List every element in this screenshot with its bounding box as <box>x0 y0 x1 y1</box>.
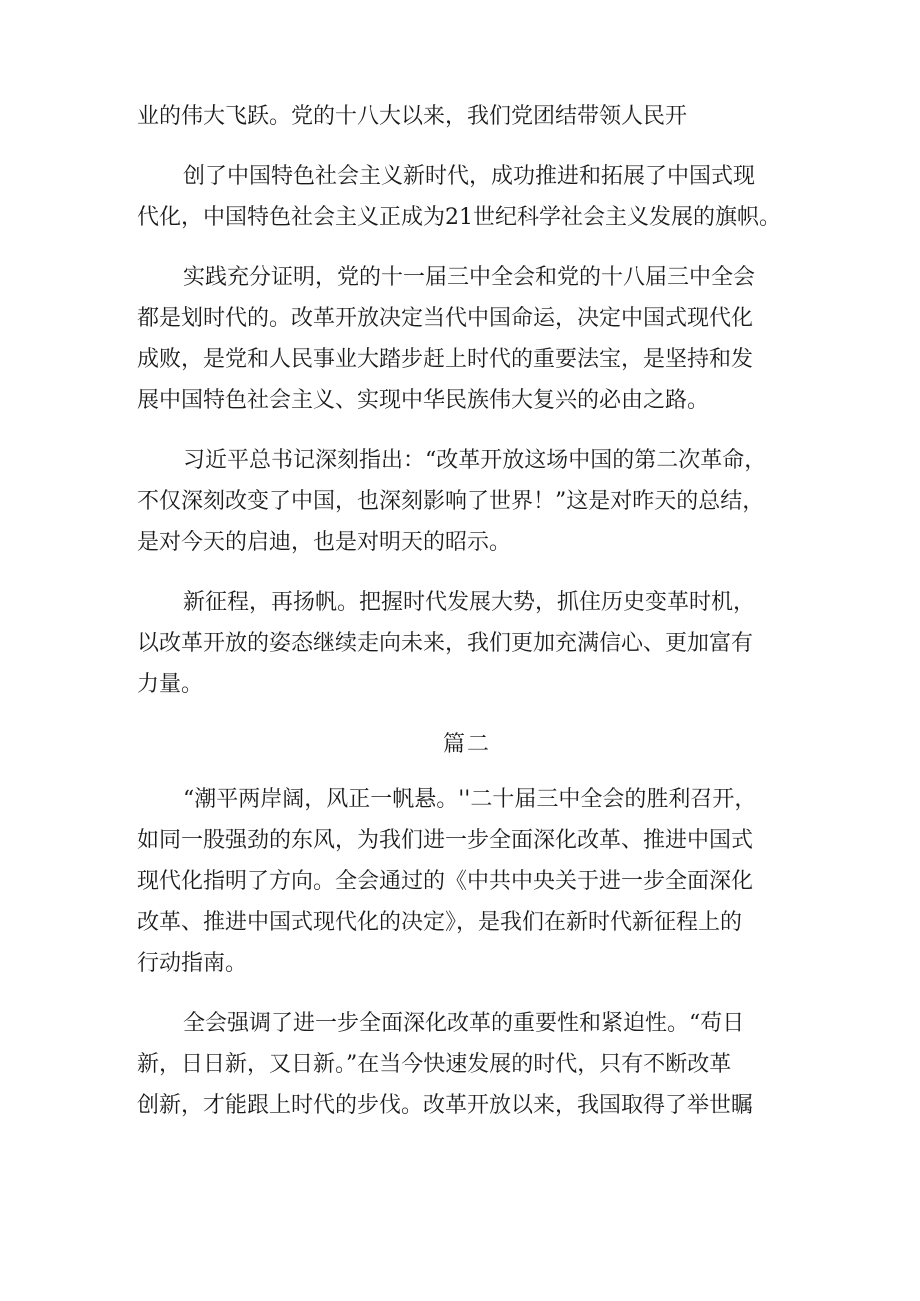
document-body-part-2 <box>137 779 797 1126</box>
paragraph <box>137 779 797 984</box>
text-line: 改革、推进中国式现代化的决定》，是我们在新时代新征程上的 <box>137 910 743 935</box>
text-line: 代化，中国特色社会主义正成为21世纪科学社会主义发展的旗帜。 <box>137 205 781 230</box>
text-line: 展中国特色社会主义、实现中华民族伟大复兴的必由之路。 <box>137 388 710 413</box>
text-line: 以改革开放的姿态继续走向未来，我们更加充满信心、更加富有 <box>137 631 754 656</box>
paragraph <box>137 582 797 705</box>
text-line: 力量。 <box>137 672 204 697</box>
text-line: 成败，是党和人民事业大踏步赶上时代的重要法宝，是坚持和发 <box>137 347 754 372</box>
paragraph <box>137 257 797 421</box>
paragraph <box>137 440 797 563</box>
text-line: 行动指南。 <box>137 951 248 976</box>
text-line: 是对今天的启迪，也是对明天的昭示。 <box>137 530 512 555</box>
text-line: 都是划时代的。改革开放决定当代中国命运，决定中国式现代化 <box>137 306 754 331</box>
text-line: 实践充分证明，党的十一届三中全会和党的十八届三中全会 <box>183 265 756 290</box>
text-line: 现代化指明了方向。全会通过的《中共中央关于进一步全面深化 <box>137 869 754 894</box>
text-line: 创新，才能跟上时代的步伐。改革开放以来，我国取得了举世瞩 <box>137 1093 754 1118</box>
text-line: 新征程，再扬帆。把握时代发展大势，抓住历史变革时机， <box>183 590 756 615</box>
text-line: 业的伟大飞跃。党的十八大以来，我们党团结带领人民开 <box>137 104 688 129</box>
text-line: 创了中国特色社会主义新时代，成功推进和拓展了中国式现 <box>183 164 756 189</box>
text-line: 新，日日新，又日新。”在当今快速发展的时代，只有不断改革 <box>137 1052 732 1077</box>
text-line: 不仅深刻改变了中国，也深刻影响了世界！”这是对昨天的总结， <box>137 489 765 514</box>
text-line: 全会强调了进一步全面深化改革的重要性和紧迫性。“苟日 <box>183 1011 745 1036</box>
section-heading: 篇二 <box>442 732 491 757</box>
text-line: 习近平总书记深刻指出：“改革开放这场中国的第二次革命， <box>183 448 767 473</box>
paragraph <box>137 96 797 137</box>
text-line: 如同一股强劲的东风，为我们进一步全面深化改革、推进中国式 <box>137 828 754 853</box>
text-line: “潮平两岸阔，风正一帆悬。''二十届三中全会的胜利召开， <box>183 787 757 812</box>
document-page <box>137 96 797 1145</box>
document-body-part-1 <box>137 96 797 705</box>
paragraph <box>137 1003 797 1126</box>
paragraph <box>137 156 797 238</box>
